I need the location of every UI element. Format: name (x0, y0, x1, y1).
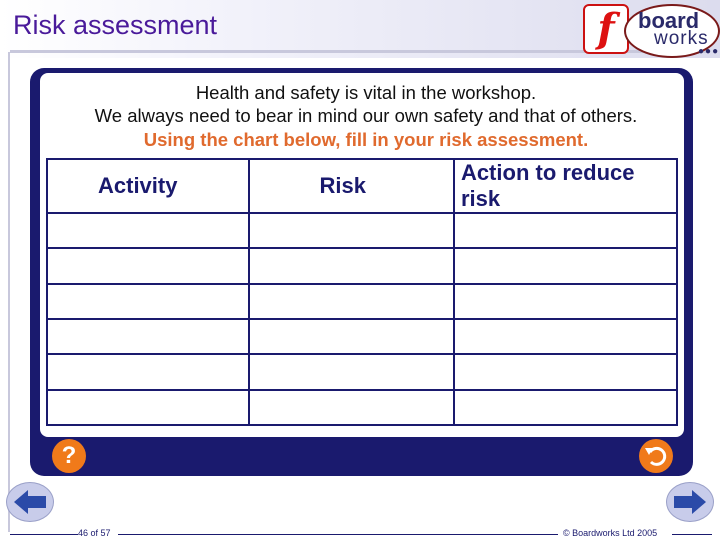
copyright-text: © Boardworks Ltd 2005 (563, 528, 658, 538)
left-divider (8, 52, 10, 532)
risk-cell[interactable] (249, 319, 454, 354)
previous-slide-button[interactable] (6, 482, 54, 522)
table-row (47, 319, 677, 354)
risk-cell[interactable] (249, 213, 454, 248)
right-arrow-icon (666, 482, 714, 522)
activity-cell[interactable] (47, 354, 249, 389)
action-cell[interactable] (454, 248, 677, 283)
reset-arrow-icon (639, 439, 673, 473)
action-cell[interactable] (454, 284, 677, 319)
activity-cell[interactable] (47, 390, 249, 425)
table-row (47, 248, 677, 283)
action-cell[interactable] (454, 213, 677, 248)
action-cell[interactable] (454, 319, 677, 354)
header-risk: Risk (249, 159, 454, 213)
activity-cell[interactable] (47, 213, 249, 248)
boardworks-logo (580, 2, 720, 58)
risk-cell[interactable] (249, 248, 454, 283)
header-action: Action to reduce risk (454, 159, 677, 213)
activity-cell[interactable] (47, 248, 249, 283)
logo-works-text: works (654, 28, 709, 49)
activity-cell[interactable] (47, 284, 249, 319)
risk-assessment-table (46, 158, 678, 426)
table-row (47, 354, 677, 389)
page-title: Risk assessment (13, 10, 218, 40)
instruction-line-3: Using the chart below, fill in your risk assessment. (143, 129, 589, 150)
table-row (47, 390, 677, 425)
footer-line-right (672, 534, 712, 535)
logo-dots: ●●● (698, 46, 720, 57)
flash-logo-icon: f (583, 4, 629, 54)
question-mark-icon: ? (61, 442, 77, 469)
instruction-line-2: We always need to bear in mind our own safety and that of others. (94, 105, 638, 126)
risk-cell[interactable] (249, 354, 454, 389)
next-slide-button[interactable] (666, 482, 714, 522)
left-arrow-icon (6, 482, 54, 522)
instruction-line-1: Health and safety is vital in the workshop. (195, 82, 537, 103)
action-cell[interactable] (454, 354, 677, 389)
logo-board-text: board (638, 8, 700, 33)
footer-line-mid (118, 534, 558, 535)
footer-line-left (10, 534, 78, 535)
table-row (47, 284, 677, 319)
table-header-row (47, 159, 677, 213)
page-counter: 46 of 57 (78, 528, 111, 538)
activity-cell[interactable] (47, 319, 249, 354)
risk-cell[interactable] (249, 390, 454, 425)
risk-cell[interactable] (249, 284, 454, 319)
help-button[interactable] (52, 439, 86, 473)
reset-button[interactable] (639, 439, 673, 473)
table-row (47, 213, 677, 248)
header-activity: Activity (47, 159, 249, 213)
action-cell[interactable] (454, 390, 677, 425)
